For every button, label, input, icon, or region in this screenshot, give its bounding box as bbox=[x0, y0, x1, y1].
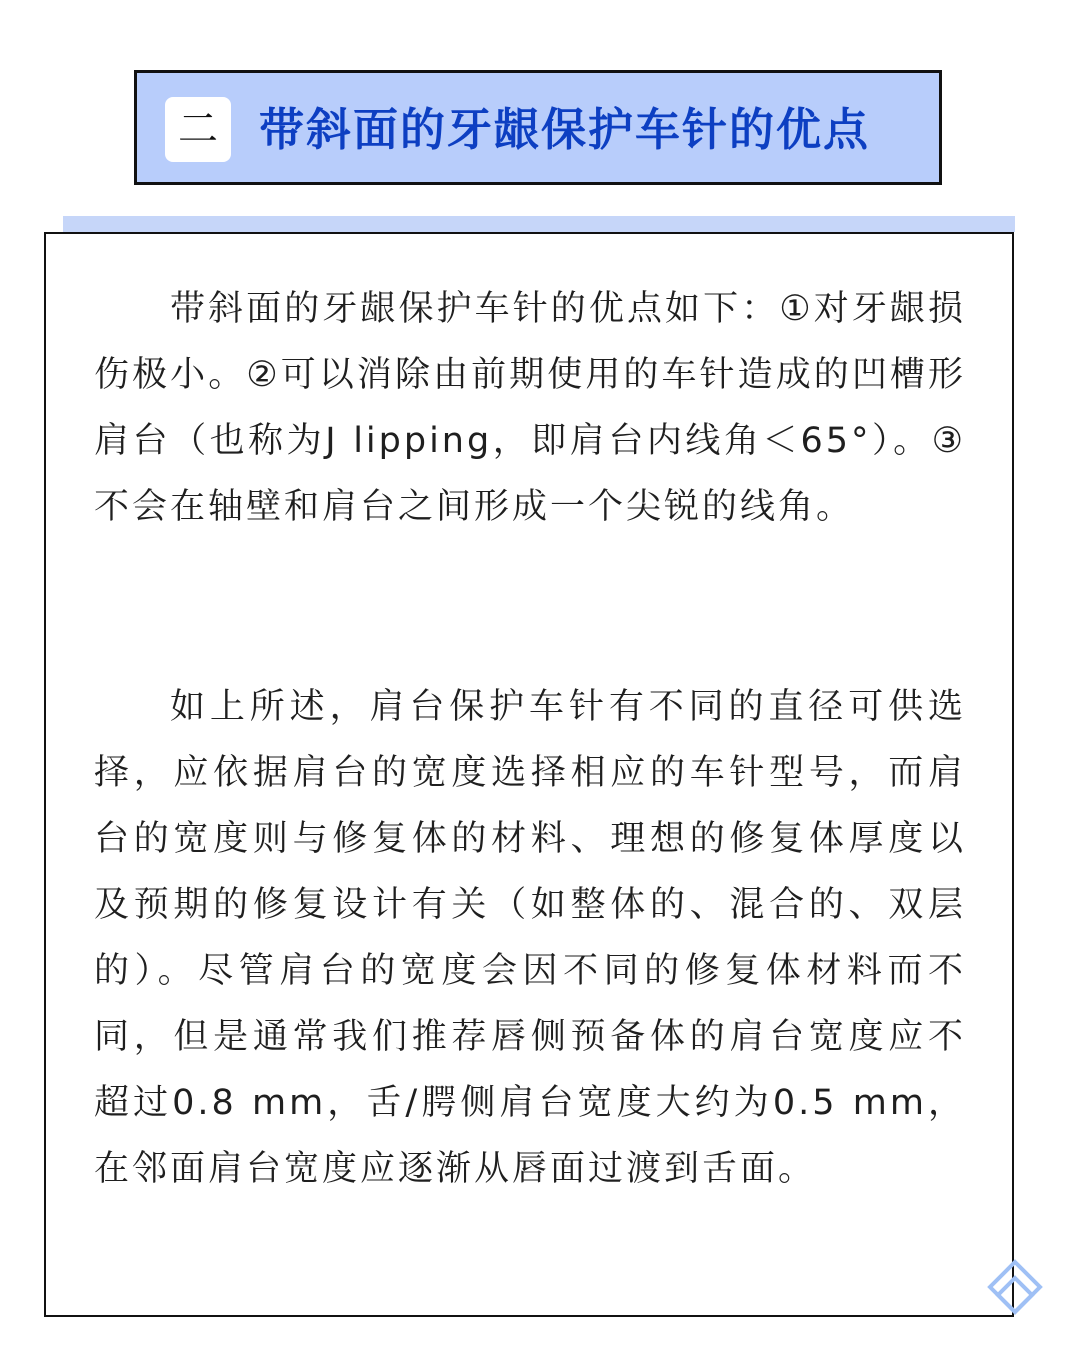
paragraph-shoulder-width: 如上所述，肩台保护车针有不同的直径可供选择，应依据肩台的宽度选择相应的车针型号，而肩台的宽度则与修复体的材料、理想的修复体厚度以及预期的修复设计有关（如整体的、混合的、双层的）。尽管肩台的宽度会因不同的修复体材料而不同，但是通常我们推荐唇侧预备体的肩台宽度应不超过0.8 mm，舌/腭侧肩台宽度大约为0.5 mm，在邻面肩台宽度应逐渐从唇面过渡到舌面。 bbox=[94, 687, 966, 1189]
section-number: 二 bbox=[178, 106, 218, 152]
section-title: 带斜面的牙龈保护车针的优点 bbox=[259, 103, 871, 156]
paragraph-advantages: 带斜面的牙龈保护车针的优点如下：①对牙龈损伤极小。②可以消除由前期使用的车针造成的凹槽形肩台（也称为J lipping，即肩台内线角＜65°）。③不会在轴壁和肩台之间形成一个尖锐的线角。 bbox=[94, 289, 966, 527]
section-number-badge bbox=[165, 97, 231, 162]
content-box bbox=[44, 232, 1014, 1317]
diamond-logo-icon bbox=[980, 1256, 1050, 1326]
section-header bbox=[134, 70, 942, 185]
accent-bar bbox=[63, 216, 1015, 232]
